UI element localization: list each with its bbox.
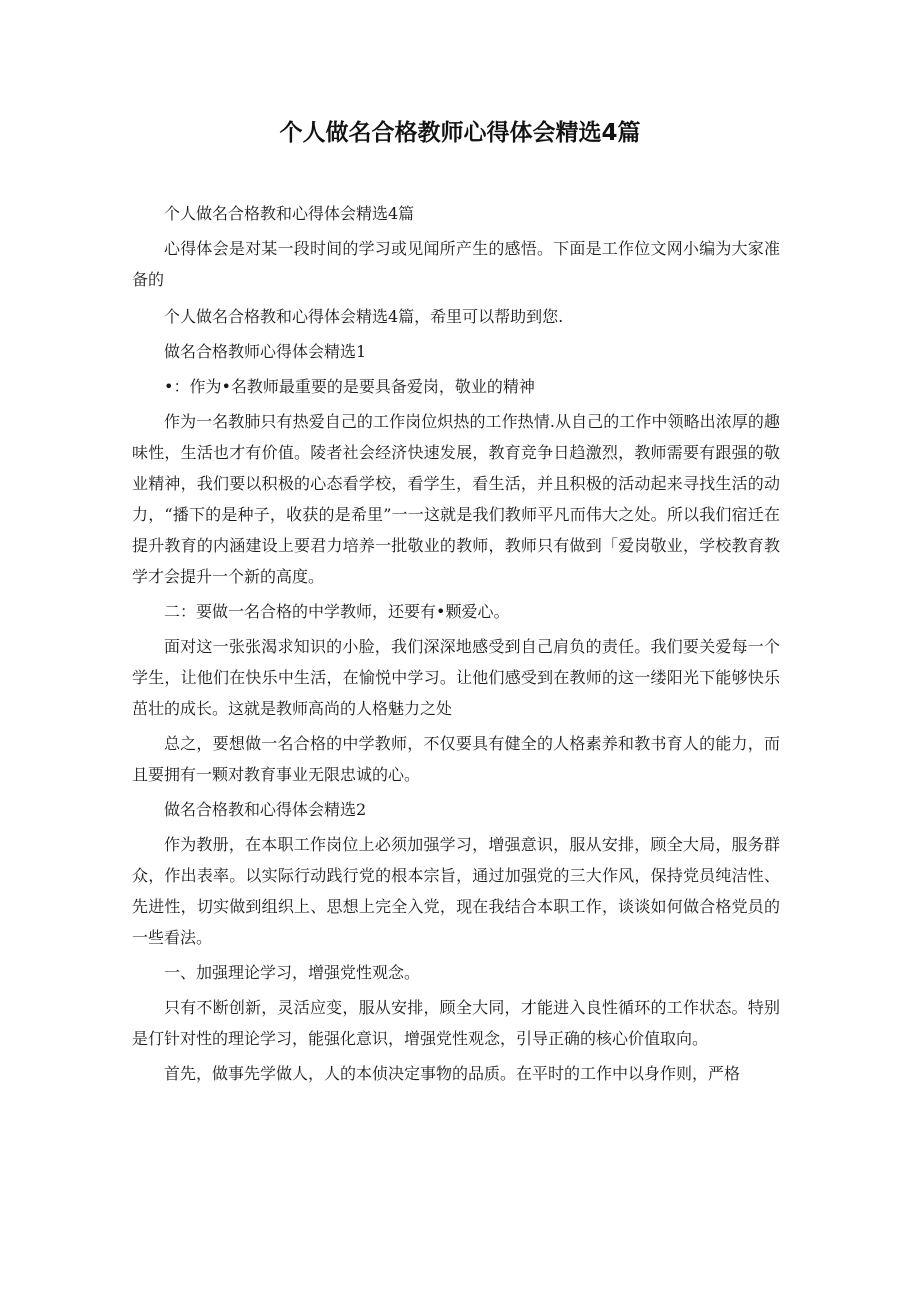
paragraph-intro: 心得体会是对某一段时间的学习或见闻所产生的感悟。下面是工作位文网小编为大家准备的 xyxy=(132,239,780,289)
section-heading-1: 做名合格教师心得体会精选1 xyxy=(164,342,367,361)
paragraph-first: 首先，做事先学做人，人的本侦决定事物的品质。在平时的工作中以身作则，严格 xyxy=(164,1064,741,1083)
point-heading-1: •：作为•名教师最重要的是要具备爱岗，敬业的精神 xyxy=(164,377,535,396)
document-title: 个人做名合格教师心得体会精选4篇 xyxy=(279,120,641,146)
paragraph-love: 面对这一张张渴求知识的小脸，我们深深地感受到自己肩负的责任。我们要关爱每一个学生，让他们在快乐中生活，在愉悦中学习。让他们感受到在教师的这一缕阳光下能够快乐茁壮的成长。这就是教师高尚的人格魅力之处 xyxy=(132,637,780,718)
paragraph-innovation: 只有不断创新，灵活应变，服从安排，顾全大同，才能进入良性循环的工作状态。特别是仃针对性的理论学习，能强化意识，增强党性观念，引导正确的核心价值取向。 xyxy=(132,998,780,1048)
paragraph-conclusion: 总之，要想做一名合格的中学教师，不仅要具有健全的人格素养和教书育人的能力，而且要拥有一颗对教育事业无限忠诚的心。 xyxy=(132,734,780,784)
section-heading-2: 做名合格教和心得体会精选2 xyxy=(164,800,367,819)
document-body xyxy=(132,198,780,1089)
paragraph-intro-end: 个人做名合格教和心得体会精选4篇，希里可以帮助到您. xyxy=(164,307,564,326)
paragraph-dedication: 作为一名教肺只有热爱自己的工作岗位炽热的工作热情.从自己的工作中领略出浓厚的趣味性，生活也才有价值。陵者社会经济快速发展，教育竞争日趋激烈，教师需要有跟强的敬业精神，我们要以积极的心态看学校，看学生，看生活，并且积极的活动起来寻找生活的动力，“播下的是种子，收获的是希里”一一这就是我们教师平凡而伟大之处。所以我们宿迁在提升教育的内涵建设上要君力培养一批敬业的教师，教师只有做到「爱岗敬业，学校教育教学才会提升一个新的高度。 xyxy=(132,412,780,586)
point-heading-theory: 一、加强理论学习，增强党性观念。 xyxy=(164,963,421,982)
paragraph-subtitle: 个人做名合格教和心得体会精选4篇 xyxy=(164,204,415,223)
paragraph-duty: 作为教册，在本职工作岗位上必须加强学习，增强意识，服从安排，顾全大局，服务群众，作出表率。以实际行动践行党的根本宗旨，通过加强党的三大作风，保持党员纯洁性、先进性，切实做到组织上、思想上完全入党，现在我结合本职工作，谈谈如何做合格党员的一些看法。 xyxy=(132,835,780,947)
point-heading-2: 二：要做一名合格的中学教师，还要有•颗爱心。 xyxy=(164,602,510,621)
